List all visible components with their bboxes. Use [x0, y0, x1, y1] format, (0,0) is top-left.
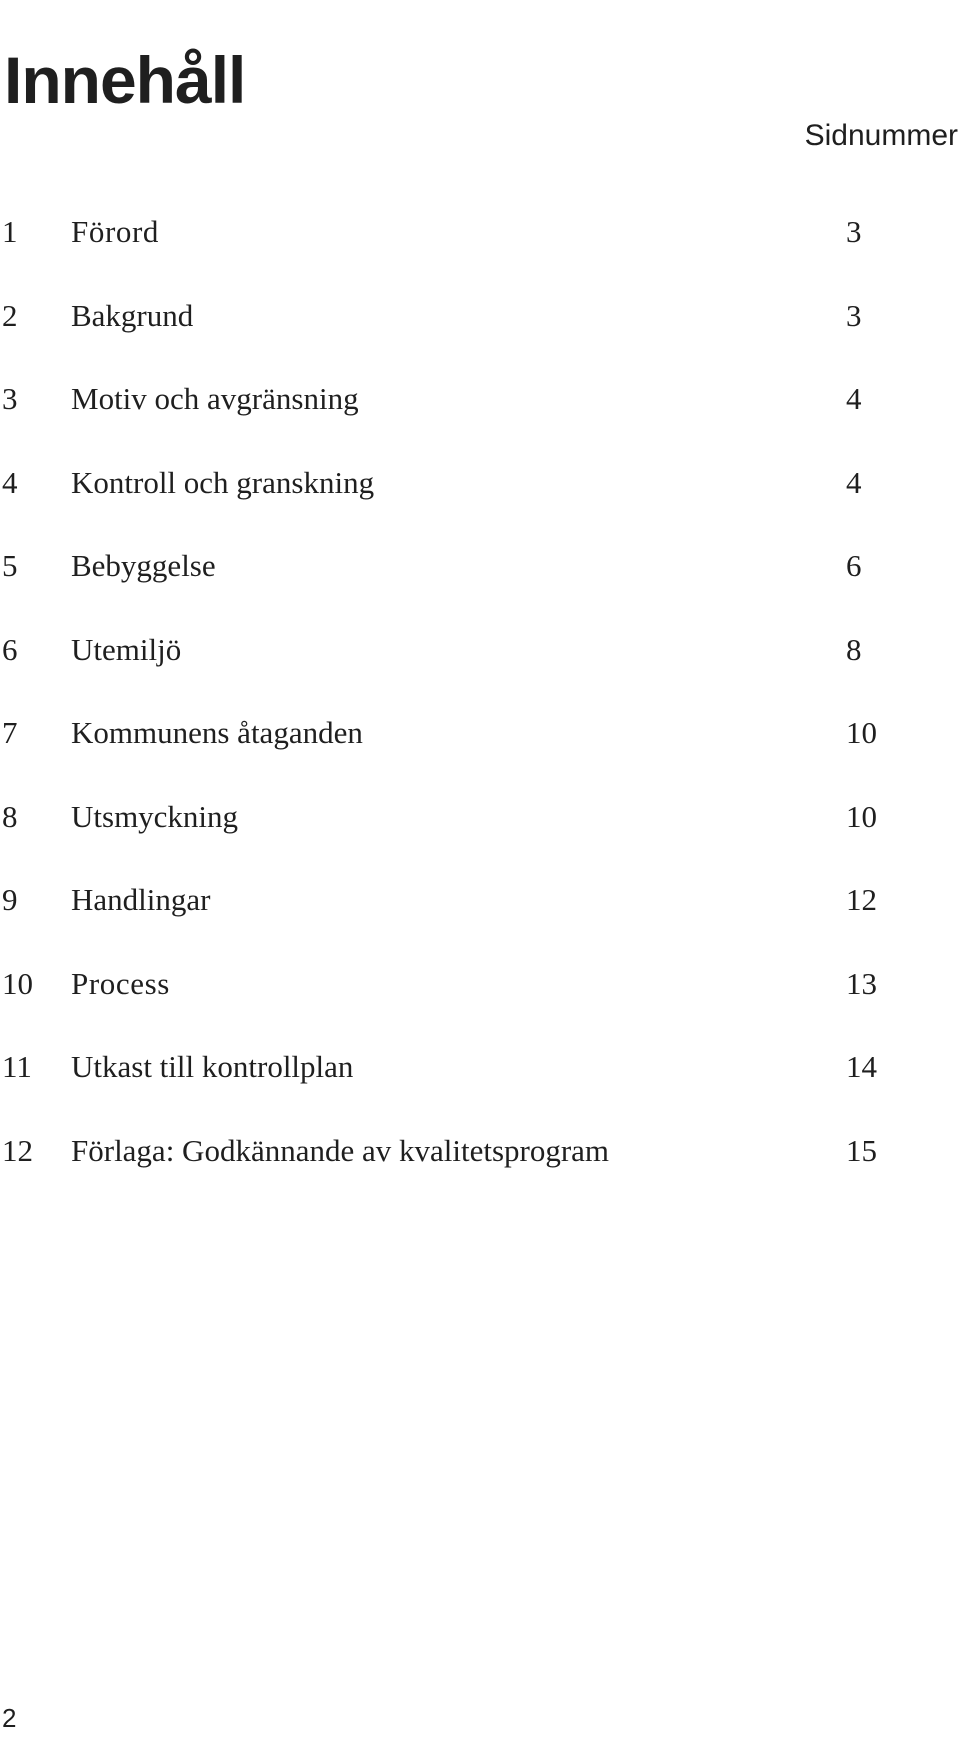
- toc-entry-number: 10: [2, 965, 33, 1001]
- toc-entry: [0, 797, 960, 881]
- toc-entry: [0, 546, 960, 630]
- toc-entry: [0, 212, 960, 296]
- toc-entry-number: 5: [2, 548, 18, 583]
- toc-entry: [0, 1131, 960, 1215]
- table-of-contents: [0, 212, 960, 1214]
- toc-entry-number: 3: [2, 381, 18, 416]
- toc-entry-page: 3: [846, 297, 862, 333]
- toc-entry-number: 12: [2, 1132, 33, 1168]
- toc-entry-number: 11: [2, 1049, 32, 1084]
- toc-entry: [0, 713, 960, 797]
- toc-entry-page: 12: [846, 882, 877, 917]
- toc-entry-title: Bebyggelse: [71, 548, 216, 583]
- toc-entry-number: 4: [2, 464, 18, 500]
- toc-entry-title: Förlaga: Godkännande av kvalitetsprogram: [71, 1132, 610, 1168]
- toc-entry-page: 3: [846, 214, 862, 249]
- toc-entry-page: 6: [846, 548, 862, 583]
- toc-entry-page: 4: [846, 464, 862, 500]
- toc-entry-title: Förord: [71, 214, 159, 249]
- toc-entry-number: 1: [2, 214, 18, 249]
- toc-entry-page: 13: [846, 965, 877, 1001]
- toc-entry-title: Utkast till kontrollplan: [71, 1049, 354, 1084]
- toc-entry-title: Utsmyckning: [71, 798, 239, 834]
- toc-entry-title: Motiv och avgränsning: [71, 381, 359, 416]
- toc-entry-title: Kommunens åtaganden: [71, 715, 363, 750]
- toc-entry-page: 8: [846, 631, 862, 667]
- toc-entry-page: 10: [846, 798, 877, 834]
- toc-entry-number: 2: [2, 297, 18, 333]
- toc-entry-page: 15: [846, 1132, 877, 1168]
- toc-entry-number: 6: [2, 631, 18, 667]
- toc-entry: [0, 880, 960, 964]
- toc-entry: [0, 964, 960, 1048]
- toc-entry-page: 4: [846, 381, 862, 416]
- page-number-column-header: Sidnummer: [804, 119, 958, 152]
- toc-entry-title: Bakgrund: [71, 297, 194, 333]
- toc-entry-number: 9: [2, 882, 18, 917]
- toc-entry-page: 10: [846, 715, 877, 750]
- toc-entry: [0, 379, 960, 463]
- page-title: Innehåll: [4, 43, 246, 118]
- toc-entry-title: Kontroll och granskning: [71, 464, 375, 500]
- toc-entry-title: Handlingar: [71, 882, 211, 917]
- toc-entry: [0, 630, 960, 714]
- footer-page-number: 2: [2, 1703, 17, 1733]
- toc-entry: [0, 296, 960, 380]
- toc-entry-number: 7: [2, 715, 18, 750]
- toc-entry-page: 14: [846, 1049, 877, 1084]
- toc-entry-number: 8: [2, 798, 18, 834]
- toc-entry: [0, 1047, 960, 1131]
- toc-entry: [0, 463, 960, 547]
- toc-entry-title: Process: [71, 965, 170, 1001]
- toc-entry-title: Utemiljö: [71, 631, 182, 667]
